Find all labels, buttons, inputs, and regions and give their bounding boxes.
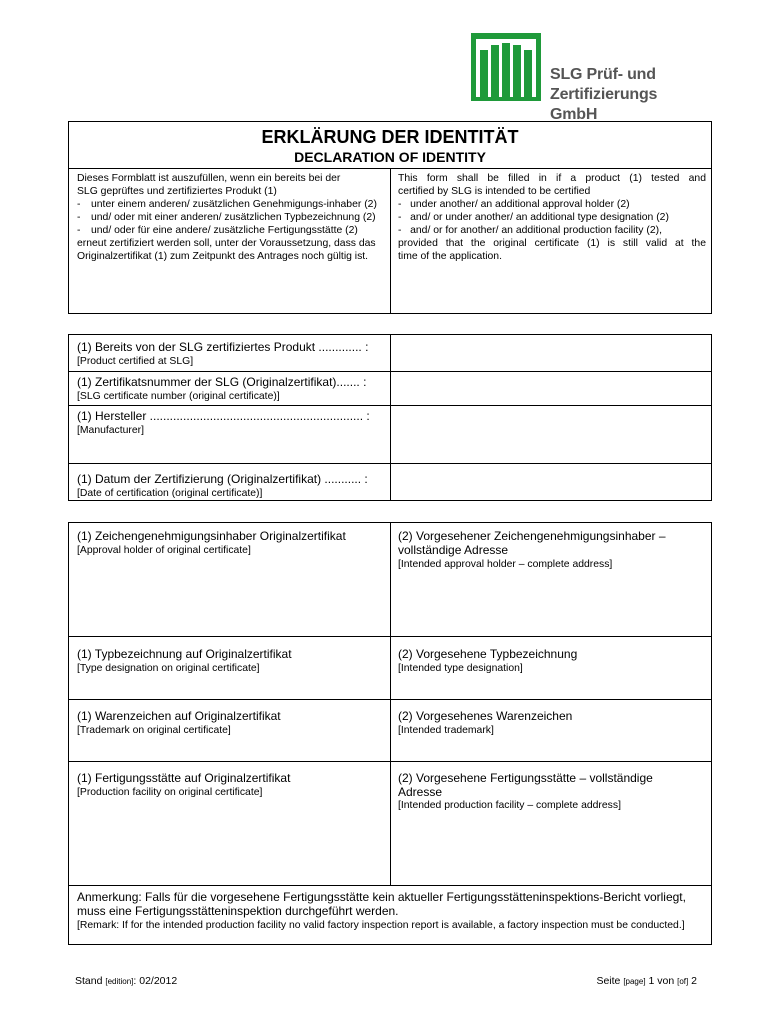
production-facility-original-label-en: [Production facility on original certificate] [77, 787, 263, 798]
intro-en-bullet: - under another/ an additional approval holder (2) [398, 199, 630, 210]
trademark-original-label: (1) Warenzeichen auf Originalzertifikat [77, 709, 281, 723]
logo-text [550, 65, 703, 125]
type-designation-original-label-en: [Type designation on original certificate] [77, 663, 260, 674]
trademark-intended-label-en: [Intended trademark] [398, 725, 494, 736]
footer-page-number: Seite [page] 1 von [of] 2 [596, 975, 697, 987]
logo-line-2: Zertifizierungs GmbH [550, 86, 658, 123]
certificate-number-label: (1) Zertifikatsnummer der SLG (Originalzertifikat)....... : [77, 375, 367, 389]
approval-holder-original-input[interactable] [69, 559, 390, 636]
logo-line-1: SLG Prüf- und [550, 66, 656, 83]
page-subtitle: DECLARATION OF IDENTITY [294, 149, 486, 165]
intro-english [398, 172, 706, 263]
approval-holder-intended-input[interactable] [391, 573, 711, 636]
type-designation-intended-label-en: [Intended type designation] [398, 663, 523, 674]
intro-de-bullet: - und/ oder für eine andere/ zusätzliche Fertigungsstätte (2) [77, 225, 358, 236]
slg-logo-mark [471, 33, 541, 101]
approval-holder-original-label-en: [Approval holder of original certificate] [77, 545, 251, 556]
type-designation-original-label: (1) Typbezeichnung auf Originalzertifikat [77, 647, 292, 661]
original-vs-intended-table [68, 522, 712, 945]
page-title: ERKLÄRUNG DER IDENTITÄT [261, 127, 519, 147]
intro-de-line: SLG geprüftes und zertifiziertes Produkt (1) [77, 186, 277, 197]
intro-german [77, 172, 382, 263]
trademark-intended-label: (2) Vorgesehenes Warenzeichen [398, 709, 573, 723]
manufacturer-label-en: [Manufacturer] [77, 425, 144, 436]
type-designation-original-input[interactable] [69, 677, 390, 699]
production-facility-intended-input[interactable] [391, 814, 711, 885]
trademark-original-label-en: [Trademark on original certificate] [77, 725, 231, 736]
type-designation-intended-input[interactable] [391, 677, 711, 699]
company-logo [471, 33, 703, 123]
production-facility-original-input[interactable] [69, 801, 390, 885]
title-box [68, 121, 712, 314]
certificate-number-label-en: [SLG certificate number (original certificate)] [77, 391, 280, 402]
approval-holder-intended-label: (2) Vorgesehener Zeichengenehmigungsinhaber – vollständige Adresse [398, 529, 666, 557]
type-designation-intended-label: (2) Vorgesehene Typbezeichnung [398, 647, 578, 661]
intro-en-line: provided that the original certificate (1) is still valid at the [398, 238, 706, 249]
intro-en-bullet: - and/ or for another/ an additional production facility (2), [398, 225, 662, 236]
intro-divider [390, 168, 391, 313]
product-label-en: [Product certified at SLG] [77, 356, 194, 367]
manufacturer-input[interactable] [391, 406, 711, 463]
approval-holder-intended-label-en: [Intended approval holder – complete address] [398, 559, 613, 570]
approval-holder-original-label: (1) Zeichengenehmigungsinhaber Originalzertifikat [77, 529, 346, 543]
intro-en-line: This form shall be filled in if a product (1) tested and [398, 173, 706, 184]
remark-english: [Remark: If for the intended production facility no valid factory inspection report is available, a factory inspection must be conducted.] [77, 920, 685, 931]
intro-de-line: Dieses Formblatt ist auszufüllen, wenn ein bereits bei der [77, 173, 341, 184]
product-input[interactable] [391, 335, 711, 371]
certificate-number-input[interactable] [391, 372, 711, 405]
intro-de-bullet: - unter einem anderen/ zusätzlichen Genehmigungs-inhaber (2) [77, 199, 377, 210]
footer-edition: Stand [edition]: 02/2012 [75, 975, 178, 987]
trademark-intended-input[interactable] [391, 739, 711, 761]
intro-de-bullet: - und/ oder mit einer anderen/ zusätzlichen Typbezeichnung (2) [77, 212, 376, 223]
intro-en-line: certified by SLG is intended to be certified [398, 186, 591, 197]
certification-date-input[interactable] [391, 464, 711, 500]
remark-german: Anmerkung: Falls für die vorgesehene Fertigungsstätte kein aktueller Fertigungsstätteninspektions-Bericht vorliegt, muss eine Fertigungsstätteninspektion durchgeführt werden. [77, 890, 686, 918]
certificate-fields-table [68, 334, 712, 501]
product-label: (1) Bereits von der SLG zertifiziertes Produkt ............. : [77, 340, 369, 354]
intro-en-bullet: - and/ or under another/ an additional type designation (2) [398, 212, 669, 223]
intro-de-tail: erneut zertifiziert werden soll, unter der Voraussetzung, dass das Originalzertifikat (1) zum Zeitpunkt des Antrages noch gültig ist. [77, 238, 376, 262]
manufacturer-label: (1) Hersteller ................................................................ : [77, 409, 370, 423]
certification-date-label-en: [Date of certification (original certificate)] [77, 488, 263, 499]
production-facility-intended-label: (2) Vorgesehene Fertigungsstätte – vollständige Adresse [398, 771, 653, 799]
production-facility-original-label: (1) Fertigungsstätte auf Originalzertifikat [77, 771, 291, 785]
trademark-original-input[interactable] [69, 739, 390, 761]
intro-en-line: time of the application. [398, 251, 502, 262]
production-facility-intended-label-en: [Intended production facility – complete address] [398, 800, 621, 811]
certification-date-label: (1) Datum der Zertifizierung (Originalzertifikat) ........... : [77, 472, 368, 486]
